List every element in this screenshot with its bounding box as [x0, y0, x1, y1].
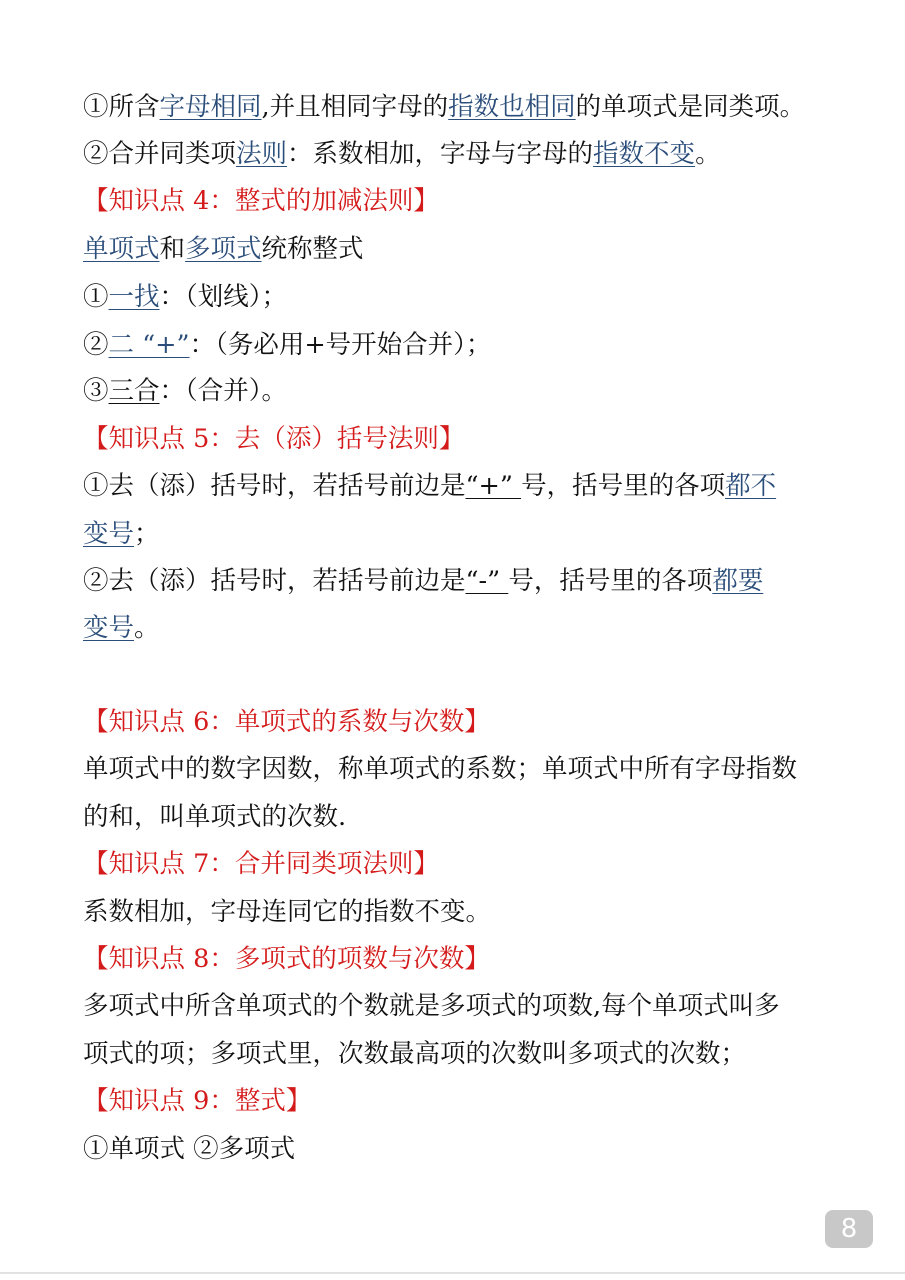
step-three-combine: ③三合：（合并）。 — [83, 376, 288, 406]
bottom-divider — [0, 1272, 905, 1274]
combine-rule-text: 系数相加，字母连同它的指数不变。 — [83, 897, 492, 927]
monomial-degree-text: 的和，叫单项式的次数. — [83, 802, 347, 832]
integral-types-text: ①单项式 ②多项式 — [83, 1134, 296, 1164]
polynomial-degree-text: 项式的项；多项式里，次数最高项的次数叫多项式的次数； — [83, 1039, 747, 1069]
heading-knowledge-point-5: 【知识点 5：去（添）括号法则】 — [83, 424, 465, 454]
step-one-find: ①一找：（划线）； — [83, 282, 288, 312]
heading-knowledge-point-6: 【知识点 6：单项式的系数与次数】 — [83, 707, 490, 737]
bracket-rule-plus-continued: 变号； — [83, 519, 160, 549]
heading-knowledge-point-7: 【知识点 7：合并同类项法则】 — [83, 849, 439, 879]
polynomial-terms-text: 多项式中所含单项式的个数就是多项式的项数,每个单项式叫多 — [83, 991, 780, 1021]
rule-like-terms-definition: ①所含字母相同,并且相同字母的指数也相同的单项式是同类项。 — [83, 92, 806, 122]
bracket-rule-plus: ①去（添）括号时，若括号前边是“+” 号，括号里的各项都不 — [83, 471, 777, 501]
monomial-coefficient-text: 单项式中的数字因数，称单项式的系数；单项式中所有字母指数 — [83, 754, 798, 784]
rule-combine-like-terms: ②合并同类项法则：系数相加，字母与字母的指数不变。 — [83, 139, 721, 169]
heading-knowledge-point-8: 【知识点 8：多项式的项数与次数】 — [83, 944, 490, 974]
heading-knowledge-point-4: 【知识点 4：整式的加减法则】 — [83, 186, 439, 216]
bracket-rule-minus-continued: 变号。 — [83, 613, 160, 643]
heading-knowledge-point-9: 【知识点 9：整式】 — [83, 1086, 312, 1116]
step-two-plus: ②二 “+”：（务必用+号开始合并）； — [83, 330, 492, 360]
integral-expression-definition: 单项式和多项式统称整式 — [83, 234, 364, 264]
page-number-badge: 8 — [825, 1210, 873, 1248]
bracket-rule-minus: ②去（添）括号时，若括号前边是“-” 号，括号里的各项都要 — [83, 566, 764, 596]
